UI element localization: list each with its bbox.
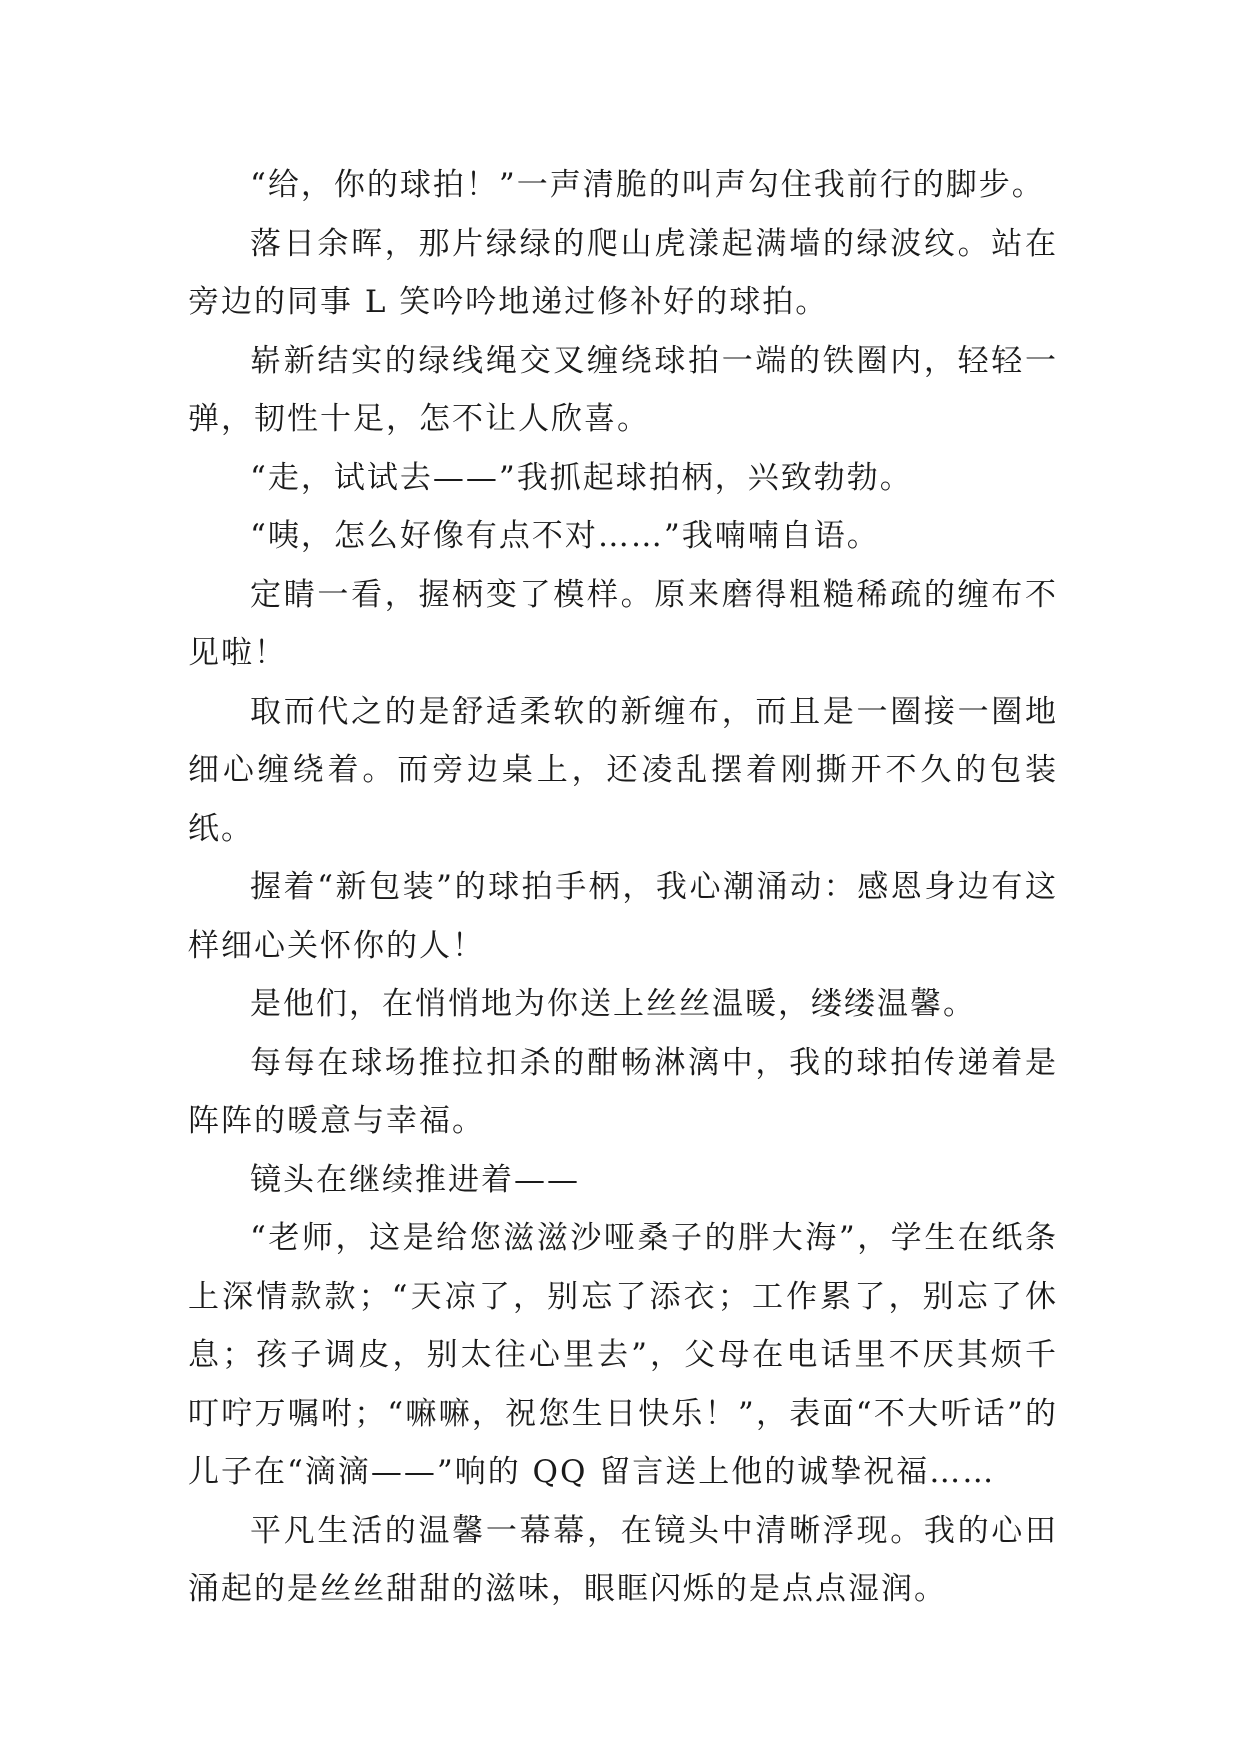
paragraph: “给，你的球拍！”一声清脆的叫声勾住我前行的脚步。	[250, 167, 1045, 203]
paragraph: 每每在球场推拉扣杀的酣畅淋漓中，我的球拍传递着是阵阵的暖意与幸福。	[188, 1044, 1058, 1139]
article-body	[188, 156, 1058, 1619]
paragraph: “走，试试去——”我抓起球拍柄，兴致勃勃。	[250, 459, 913, 496]
paragraph: 握着“新包装”的球拍手柄，我心潮涌动：感恩身边有这样细心关怀你的人！	[188, 869, 1058, 964]
paragraph: 平凡生活的温馨一幕幕，在镜头中清晰浮现。我的心田涌起的是丝丝甜甜的滋味，眼眶闪烁的是点点湿润。	[188, 1512, 1058, 1607]
paragraph: “咦，怎么好像有点不对……”我喃喃自语。	[250, 518, 880, 554]
paragraph: 是他们，在悄悄地为你送上丝丝温暖，缕缕温馨。	[250, 986, 976, 1022]
paragraph: 崭新结实的绿线绳交叉缠绕球拍一端的铁圈内，轻轻一弹，韧性十足，怎不让人欣喜。	[188, 342, 1058, 437]
paragraph: 定睛一看，握柄变了模样。原来磨得粗糙稀疏的缠布不见啦！	[188, 576, 1058, 671]
paragraph: 镜头在继续推进着——	[250, 1161, 580, 1198]
paragraph: 落日余晖，那片绿绿的爬山虎漾起满墙的绿波纹。站在旁边的同事 L 笑吟吟地递过修补好的球拍。	[188, 225, 1058, 320]
paragraph: “老师，这是给您滋滋沙哑桑子的胖大海”，学生在纸条上深情款款；“天凉了，别忘了添衣；工作累了，别忘了休息；孩子调皮，别太往心里去”，父母在电话里不厌其烦千叮咛万嘱咐；“嘛嘛，祝您生日快乐！”，表面“不大听话”的儿子在“滴滴——”响的 QQ 留言送上他的诚挚祝福……	[188, 1220, 1058, 1490]
paragraph: 取而代之的是舒适柔软的新缠布，而且是一圈接一圈地细心缠绕着。而旁边桌上，还凌乱摆着刚撕开不久的包装纸。	[188, 693, 1058, 847]
